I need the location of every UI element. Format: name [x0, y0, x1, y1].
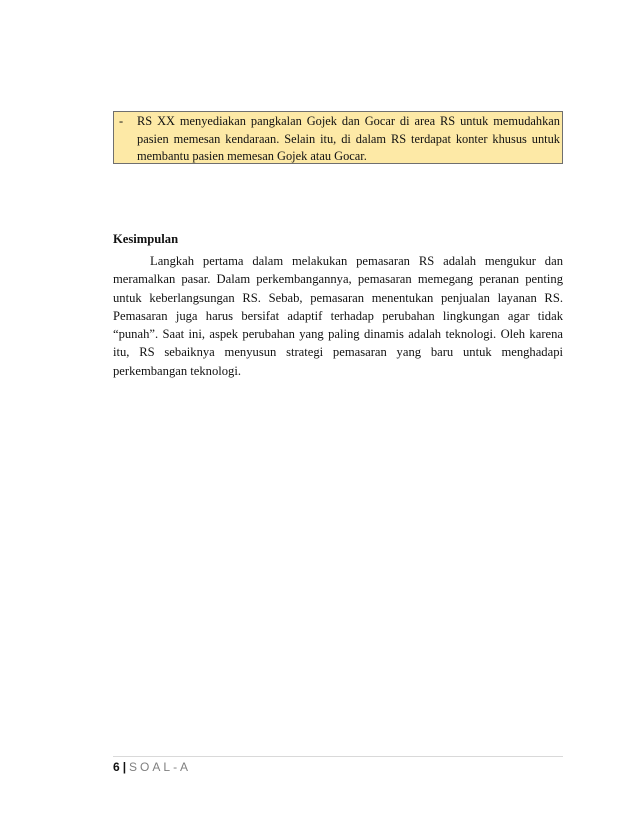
note-bullet-dash: -	[119, 114, 124, 128]
footer-divider	[113, 756, 563, 757]
footer-separator: |	[122, 760, 127, 774]
footer-label: SOAL-A	[129, 760, 192, 774]
highlighted-note-box	[113, 111, 563, 164]
note-text: RS XX menyediakan pangkalan Gojek dan Gocar di area RS untuk memudahkan pasien memesan kendaraan. Selain itu, di dalam RS terdapat konter khusus untuk membantu pasien memesan Gojek atau Gocar.	[137, 114, 560, 164]
conclusion-heading: Kesimpulan	[113, 232, 179, 246]
page-footer	[113, 760, 191, 774]
conclusion-paragraph: Langkah pertama dalam melakukan pemasaran RS adalah mengukur dan meramalkan pasar. Dalam perkembangannya, pemasaran memegang peranan penting untuk keberlangsungan RS. Sebab, pemasaran menentukan penjualan layanan RS. Pemasaran juga harus bersifat adaptif terhadap perubahan lingkungan agar tidak “punah”. Saat ini, aspek perubahan yang paling dinamis adalah teknologi. Oleh karena itu, RS sebaiknya menyusun strategi pemasaran yang baru untuk menghadapi perkembangan teknologi.	[113, 254, 563, 378]
page-number: 6	[113, 760, 120, 774]
